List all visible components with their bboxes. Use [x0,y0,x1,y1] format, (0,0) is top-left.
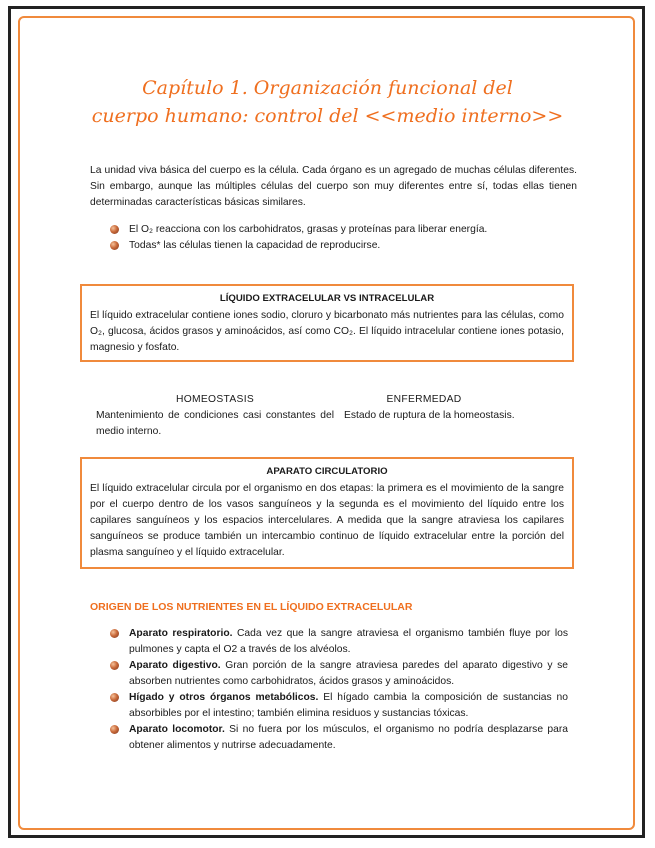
extracellular-vs-intracellular-box [80,284,574,362]
box-title: LÍQUIDO EXTRACELULAR VS INTRACELULAR [219,293,435,304]
list-item [110,222,570,238]
list-item-text: Todas* las células tienen la capacidad de reproducirse. [129,240,381,251]
page-title [60,74,595,130]
list-item [110,626,568,658]
list-item-term: Aparato digestivo. [129,660,221,671]
bullet-icon [110,241,119,250]
column-heading: HOMEOSTASIS [175,394,255,405]
list-item-text: Si no fuera por los músculos, el organismo no podría desplazarse para obtener alimentos y nutrirse adecuadamente. [129,724,568,751]
list-item-term: Aparato respiratorio. [129,628,233,639]
box-title: APARATO CIRCULATORIO [266,466,388,477]
homeostasis-column [96,392,334,440]
bullet-icon [110,661,119,670]
title-line-2: cuerpo humano: control del <<medio interno>> [91,105,564,127]
nutrient-origin-list [110,626,568,754]
column-heading: ENFERMEDAD [386,394,462,405]
bullet-icon [110,693,119,702]
title-line-1: Capítulo 1. Organización funcional del [142,77,513,99]
list-item-text: Cada vez que la sangre atraviesa el organismo también fluye por los pulmones y capta el O2 a través de los alvéolos. [129,628,568,655]
box-body: El líquido extracelular contiene iones sodio, cloruro y bicarbonato más nutrientes para las células, como O₂, glucosa, ácidos grasos y aminoácidos, así como CO₂. El líquido intracelular contiene iones potasio, magnesio y fosfato. [90,310,564,353]
list-item [110,658,568,690]
list-item-term: Hígado y otros órganos metabólicos. [129,692,319,703]
list-item-text: Gran porción de la sangre atraviesa paredes del aparato digestivo y se absorben nutrientes como carbohidratos, ácidos grasos y aminoácidos. [129,660,569,687]
list-item [110,238,570,254]
section-heading: ORIGEN DE LOS NUTRIENTES EN EL LÍQUIDO EXTRACELULAR [90,601,413,613]
list-item [110,722,568,754]
bullet-icon [110,629,119,638]
bullet-icon [110,725,119,734]
circulatory-system-box [80,457,574,569]
list-item [110,690,568,722]
column-body: Mantenimiento de condiciones casi constantes del medio interno. [96,410,334,437]
list-item-text: El O₂ reacciona con los carbohidratos, grasas y proteínas para liberar energía. [129,224,488,235]
disease-column [344,392,566,424]
list-item-term: Aparato locomotor. [129,724,225,735]
intro-paragraph: La unidad viva básica del cuerpo es la célula. Cada órgano es un agregado de muchas células diferentes. Sin embargo, aunque las múltiples células del cuerpo son muy diferentes entre sí, todas ellas tienen determinadas características básicas similares. [90,165,577,208]
column-body: Estado de ruptura de la homeostasis. [344,410,515,421]
cell-facts-list [110,222,570,254]
list-item-text: El hígado cambia la composición de sustancias no absorbibles por el intestino; también elimina residuos y sustancias tóxicas. [129,692,568,719]
bullet-icon [110,225,119,234]
box-body: El líquido extracelular circula por el organismo en dos etapas: la primera es el movimiento de la sangre por el cuerpo dentro de los vasos sanguíneos y la segunda es el movimiento del líquido entre los capilares sanguíneos y los espacios intercelulares. A medida que la sangre atraviesa los capilares sanguíneos se produce también un intercambio continuo de líquido extracelular entre la porción del plasma sanguíneo y el líquido extracelular. [90,483,564,558]
